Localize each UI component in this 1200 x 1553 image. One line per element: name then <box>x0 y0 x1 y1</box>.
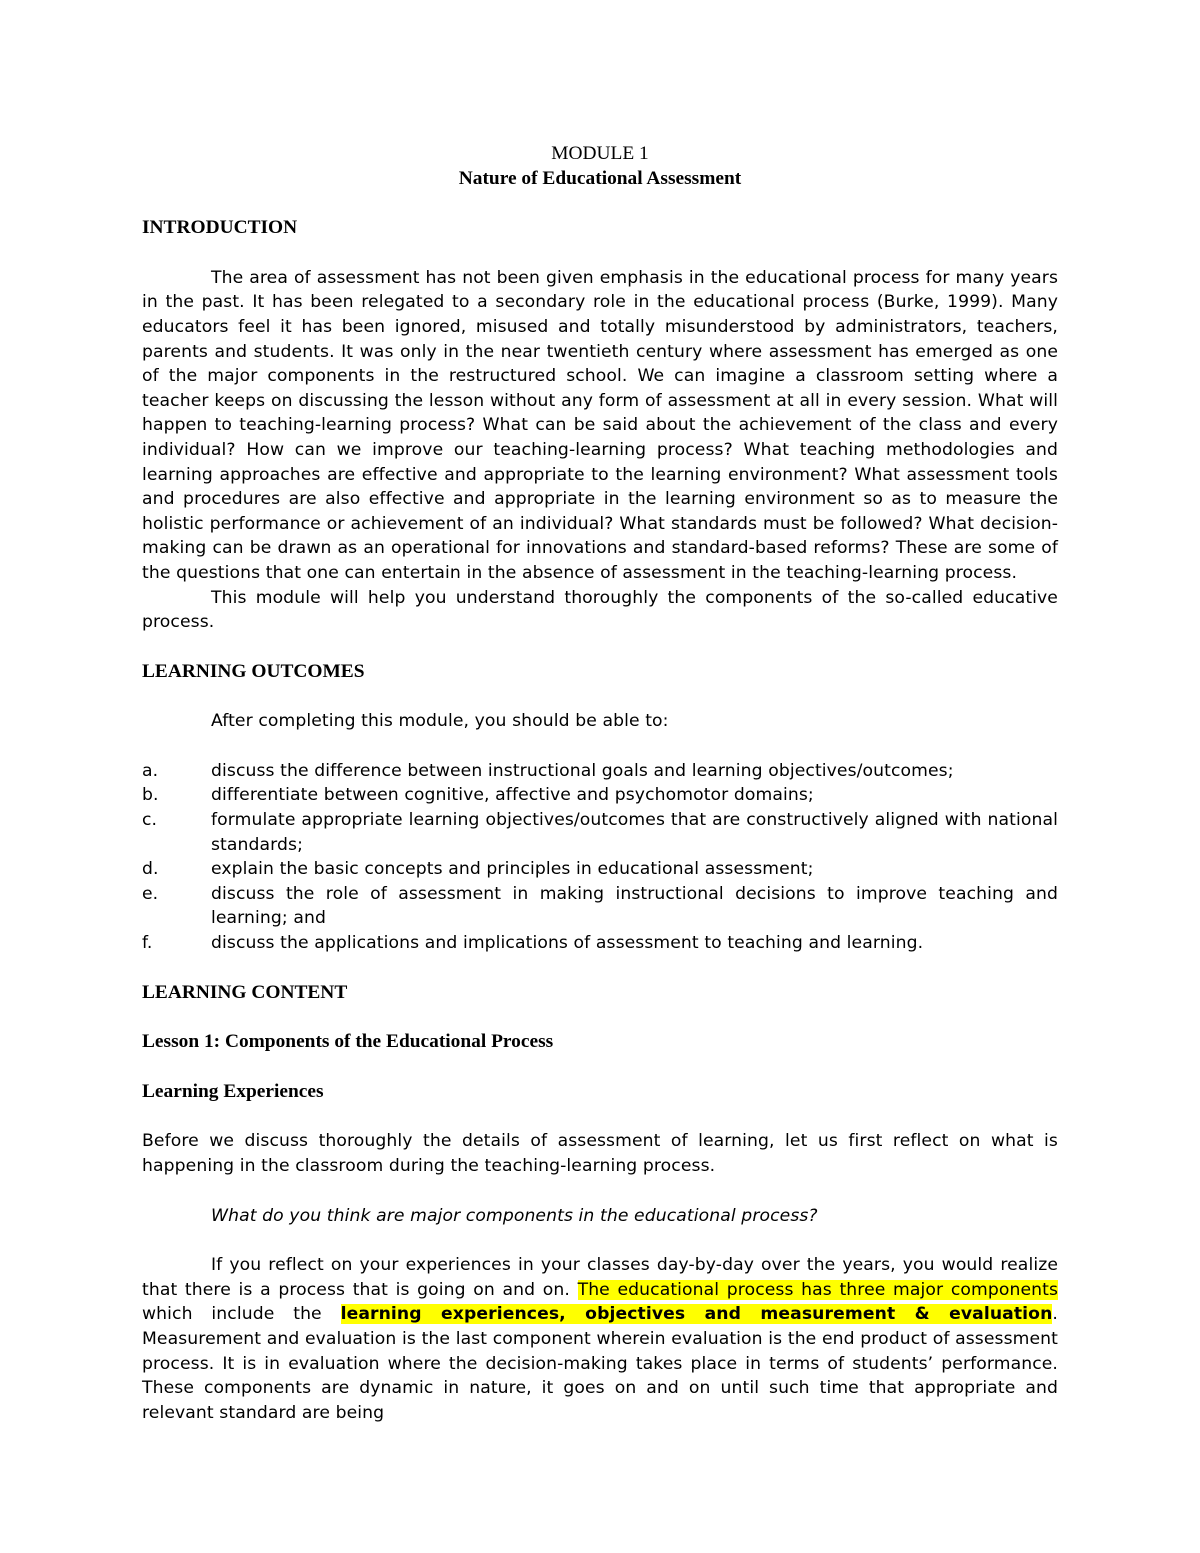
introduction-paragraph-2: This module will help you understand thoroughly the components of the so-called educative process. <box>142 587 1058 633</box>
learning-content-paragraph: Before we discuss thoroughly the details of assessment of learning, let us first reflect on what is happening in the classroom during the teaching-learning process. <box>142 1131 1058 1176</box>
list-item <box>142 931 1058 956</box>
lesson-title: Lesson 1: Components of the Educational Process <box>142 1031 554 1053</box>
list-marker: b. <box>142 785 159 806</box>
list-item <box>142 882 1058 931</box>
list-item-text: discuss the role of assessment in making instructional decisions to improve teaching and learning; and <box>211 883 1058 929</box>
learning-outcomes-list <box>142 759 1058 956</box>
list-marker: a. <box>142 760 159 781</box>
components-paragraph <box>142 1253 1058 1425</box>
list-marker: f. <box>142 933 153 954</box>
paragraph-text: . Measurement and evaluation is the last component wherein evaluation is the end product of assessment process. It is in evaluation where the decision-making takes place in terms of students’ performance. These components are dynamic in nature, it goes on and on until such time that appropriate and relevant standard are being <box>142 1304 1058 1423</box>
list-item-text: formulate appropriate learning objectives/outcomes that are constructively aligned with national standards; <box>211 810 1058 855</box>
list-item-text: discuss the applications and implications of assessment to teaching and learning. <box>211 933 924 954</box>
highlighted-text: The educational process has three major components <box>577 1279 1059 1300</box>
learning-experiences-subheading: Learning Experiences <box>142 1080 324 1102</box>
list-marker: c. <box>142 810 158 831</box>
highlighted-bold-text: learning experiences, objectives and measurement & evaluation <box>340 1304 1053 1325</box>
paragraph-text: If you reflect on your experiences in your classes day-by-day over the years, you would realize that there is a process that is going on and on. <box>142 1255 1058 1300</box>
list-item-text: discuss the difference between instructional goals and learning objectives/outcomes; <box>211 760 954 781</box>
list-item <box>142 857 1058 882</box>
list-item <box>142 808 1058 857</box>
introduction-heading: INTRODUCTION <box>142 217 298 239</box>
module-subtitle: Nature of Educational Assessment <box>458 167 742 189</box>
list-item-text: explain the basic concepts and principles in educational assessment; <box>211 859 814 880</box>
list-marker: d. <box>142 859 159 880</box>
list-item <box>142 783 1058 808</box>
reflection-question: What do you think are major components in the educational process? <box>211 1205 818 1226</box>
list-item-text: differentiate between cognitive, affective and psychomotor domains; <box>211 785 814 806</box>
paragraph-text: which include the <box>142 1304 341 1325</box>
list-marker: e. <box>142 883 159 904</box>
learning-outcomes-heading: LEARNING OUTCOMES <box>142 660 365 682</box>
list-item <box>142 759 1058 784</box>
learning-content-heading: LEARNING CONTENT <box>142 981 348 1003</box>
learning-outcomes-intro: After completing this module, you should be able to: <box>211 711 669 732</box>
introduction-paragraph: The area of assessment has not been given emphasis in the educational process for many years in the past. It has been relegated to a secondary role in the educational process (Burke, 1999). Many educators feel it has been ignored, misused and totally misunderstood by administrators, teachers, parents and students. It was only in the near twentieth century where assessment has emerged as one of the major components in the restructured school. We can imagine a classroom setting where a teacher keeps on discussing the lesson without any form of assessment at all in every session. What will happen to teaching-learning process? What can be said about the achievement of the class and every individual? How can we improve our teaching-learning process? What teaching methodologies and learning approaches are effective and appropriate to the learning environment? What assessment tools and procedures are also effective and appropriate in the learning environment so as to measure the holistic performance or achievement of an individual? What standards must be followed? What decision-making can be drawn as an operational for innovations and standard-based reforms? These are some of the questions that one can entertain in the absence of assessment in the teaching-learning process. <box>142 267 1058 583</box>
module-number: MODULE 1 <box>551 143 649 164</box>
